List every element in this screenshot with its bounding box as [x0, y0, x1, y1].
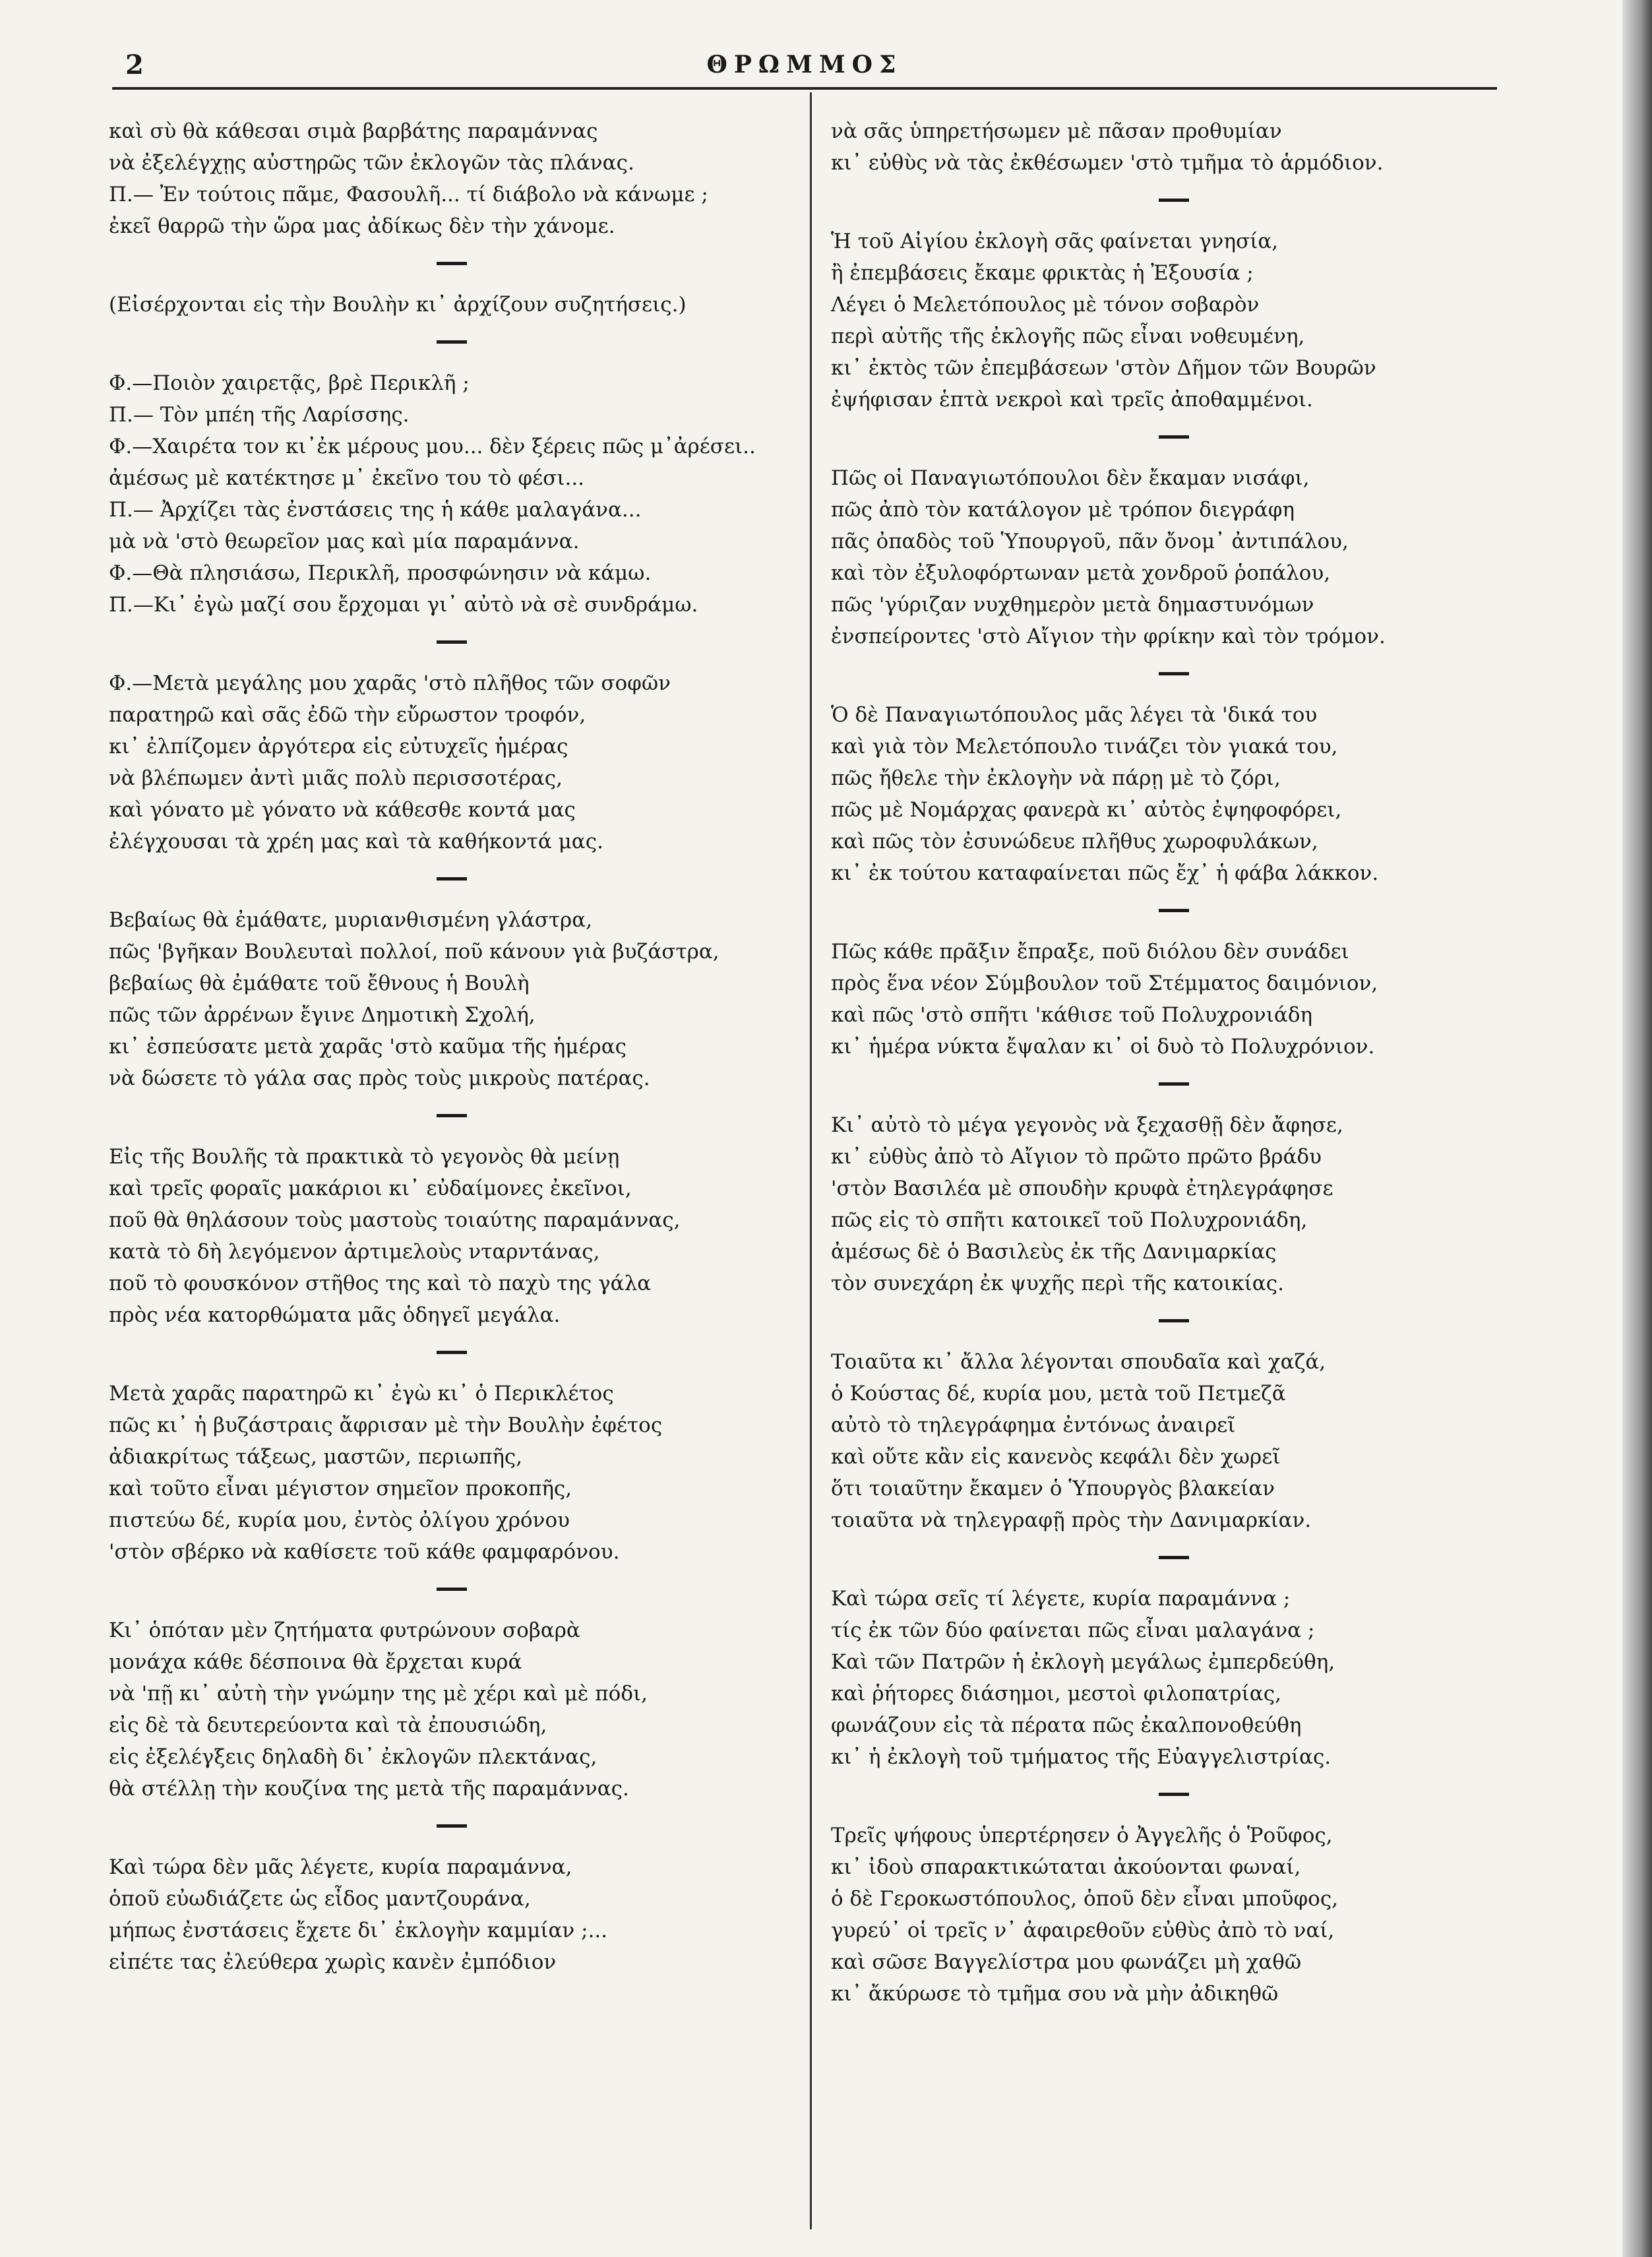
- verse-line: πῶς εἰς τὸ σπῆτι κατοικεῖ τοῦ Πολυχρονιάδη,: [831, 1208, 1308, 1232]
- stanza: [109, 667, 795, 857]
- verse-line: ποῦ θὰ θηλάσουν τοὺς μαστοὺς τοιαύτης παραμάννας,: [109, 1208, 681, 1232]
- verse-line: γυρεύ᾽ οἱ τρεῖς ν᾽ ἀφαιρεθοῦν εὐθὺς ἀπὸ τὸ ναί,: [831, 1919, 1335, 1942]
- verse-line: πῶς ἀπὸ τὸν κατάλογον μὲ τρόπον διεγράφη: [831, 498, 1295, 522]
- verse-line: καὶ ῥήτορες διάσημοι, μεστοὶ φιλοπατρίας,: [831, 1682, 1281, 1706]
- verse-line: κατὰ τὸ δὴ λεγόμενον ἀρτιμελοὺς νταρντάνας,: [109, 1240, 600, 1264]
- verse-line: πῶς μὲ Νομάρχας φανερὰ κι᾽ αὐτὸς ἐψηφοφόρει,: [831, 798, 1342, 822]
- verse-line: ἐνσπείροντες 'στὸ Αἴγιον τὴν φρίκην καὶ τὸν τρόμον.: [831, 625, 1386, 648]
- right-column: [831, 115, 1517, 2010]
- verse-line: ἀδιακρίτως τάξεως, μαστῶν, περιωπῆς,: [109, 1445, 523, 1469]
- stanza: [831, 936, 1517, 1063]
- stanza-separator: [437, 877, 467, 881]
- column-divider: [810, 92, 812, 2229]
- verse-line: Πῶς κάθε πρᾶξιν ἔπραξε, ποῦ διόλου δὲν συνάδει: [831, 940, 1349, 964]
- stanza: [831, 1820, 1517, 2010]
- stanza-separator: [437, 340, 467, 344]
- stanza: [109, 367, 795, 621]
- stanza: [109, 904, 795, 1094]
- verse-line: νὰ βλέπωμεν ἀντὶ μιᾶς πολὺ περισσοτέρας,: [109, 766, 563, 790]
- verse-line: κι᾽ ἐλπίζομεν ἀργότερα εἰς εὐτυχεῖς ἡμέρας: [109, 735, 568, 758]
- stanza-separator: [437, 1588, 467, 1591]
- verse-line: Ἡ τοῦ Αἰγίου ἐκλογὴ σᾶς φαίνεται γνησία,: [831, 230, 1279, 253]
- verse-line: (Εἰσέρχονται εἰς τὴν Βουλὴν κι᾽ ἀρχίζουν συζητήσεις.): [109, 293, 687, 317]
- verse-line: καὶ τὸν ἐξυλοφόρτωναν μετὰ χονδροῦ ῥοπάλου,: [831, 561, 1331, 585]
- stanza: [831, 115, 1517, 179]
- header-rule: [112, 87, 1497, 90]
- page-number: 2: [125, 49, 144, 80]
- verse-line: ἢ ἐπεμβάσεις ἔκαμε φρικτὰς ἡ Ἐξουσία ;: [831, 261, 1254, 285]
- verse-line: κι᾽ ἐκ τούτου καταφαίνεται πῶς ἔχ᾽ ἡ φάβα λάκκον.: [831, 861, 1379, 885]
- stanza-separator: [1159, 1082, 1189, 1086]
- verse-line: πῶς 'γύριζαν νυχθημερὸν μετὰ δημαστυνόμων: [831, 593, 1314, 617]
- verse-line: κι᾽ ἄκύρωσε τὸ τμῆμα σου νὰ μὴν ἀδικηθῶ: [831, 1982, 1279, 2006]
- stanza-separator: [1159, 435, 1189, 439]
- verse-line: καὶ πῶς τὸν ἐσυνώδευε πλῆθυς χωροφυλάκων,: [831, 830, 1318, 853]
- verse-line: Τοιαῦτα κι᾽ ἄλλα λέγονται σπουδαῖα καὶ χαζά,: [831, 1350, 1326, 1374]
- verse-line: κι᾽ ἡμέρα νύκτα ἔψαλαν κι᾽ οἱ δυὸ τὸ Πολυχρόνιον.: [831, 1035, 1375, 1059]
- verse-line: κι᾽ εὐθὺς ἀπὸ τὸ Αἴγιον τὸ πρῶτο πρῶτο βράδυ: [831, 1145, 1322, 1169]
- verse-line: αὐτὸ τὸ τηλεγράφημα ἐντόνως ἀναιρεῖ: [831, 1413, 1236, 1437]
- verse-line: τοιαῦτα νὰ τηλεγραφῇ πρὸς τὴν Δανιμαρκίαν.: [831, 1508, 1312, 1532]
- verse-line: παρατηρῶ καὶ σᾶς ἐδῶ τὴν εὔρωστον τροφόν,: [109, 703, 586, 727]
- verse-line: καὶ τοῦτο εἶναι μέγιστον σημεῖον προκοπῆς,: [109, 1477, 572, 1500]
- verse-line: κι᾽ εὐθὺς νὰ τὰς ἐκθέσωμεν 'στὸ τμῆμα τὸ ἁρμόδιον.: [831, 151, 1384, 175]
- verse-line: ὅτι τοιαῦτην ἔκαμεν ὁ Ὑπουργὸς βλακείαν: [831, 1477, 1275, 1500]
- verse-line: Κι᾽ αὐτὸ τὸ μέγα γεγονὸς νὰ ξεχασθῇ δὲν ἄφησε,: [831, 1113, 1343, 1137]
- stanza: [109, 115, 795, 242]
- stanza-separator: [1159, 1556, 1189, 1559]
- verse-line: βεβαίως θὰ ἐμάθατε τοῦ ἔθνους ἡ Βουλὴ: [109, 972, 530, 995]
- binding-edge: [1622, 0, 1652, 2257]
- verse-line: Καὶ τῶν Πατρῶν ἡ ἐκλογὴ μεγάλως ἐμπερδεύθη,: [831, 1650, 1335, 1674]
- verse-line: μονάχα κάθε δέσποινα θὰ ἔρχεται κυρά: [109, 1650, 522, 1674]
- stanza-separator: [437, 1351, 467, 1354]
- verse-line: ἀμέσως δὲ ὁ Βασιλεὺς ἐκ τῆς Δανιμαρκίας: [831, 1240, 1277, 1264]
- stanza-separator: [437, 262, 467, 265]
- verse-line: Βεβαίως θὰ ἐμάθατε, μυριανθισμένη γλάστρα,: [109, 908, 593, 932]
- verse-line: εἰπέτε τας ἐλεύθερα χωρὶς κανὲν ἐμπόδιον: [109, 1950, 557, 1974]
- verse-line: κι᾽ ἰδοὺ σπαρακτικώταται ἀκούονται φωναί,: [831, 1855, 1301, 1879]
- verse-line: Εἰς τῆς Βουλῆς τὰ πρακτικὰ τὸ γεγονὸς θὰ μείνῃ: [109, 1145, 620, 1169]
- stanza: [831, 1109, 1517, 1299]
- verse-line: ἐκεῖ θαρρῶ τὴν ὥρα μας ἀδίκως δὲν τὴν χάνομε.: [109, 214, 615, 238]
- stanza: [109, 1851, 795, 1978]
- verse-line: καὶ πῶς 'στὸ σπῆτι 'κάθισε τοῦ Πολυχρονιάδη: [831, 1003, 1313, 1027]
- stanza: [109, 289, 795, 321]
- verse-line: 'στὸν σβέρκο νὰ καθίσετε τοῦ κάθε φαμφαρόνου.: [109, 1540, 620, 1564]
- verse-line: πρὸς ἕνα νέον Σύμβουλον τοῦ Στέμματος δαιμόνιον,: [831, 972, 1378, 995]
- verse-line: Πῶς οἱ Παναγιωτόπουλοι δὲν ἔκαμαν νισάφι,: [831, 466, 1310, 490]
- verse-line: Π.—Κι᾽ ἐγὼ μαζί σου ἔρχομαι γι᾽ αὐτὸ νὰ σὲ συνδράμω.: [109, 593, 698, 617]
- verse-line: καὶ γιὰ τὸν Μελετόπουλο τινάζει τὸν γιακά του,: [831, 735, 1338, 758]
- verse-line: ποῦ τὸ φουσκόνον στῆθος της καὶ τὸ παχὺ της γάλα: [109, 1272, 652, 1295]
- verse-line: μὰ νὰ 'στὸ θεωρεῖον μας καὶ μία παραμάννα.: [109, 530, 580, 553]
- stanza-separator: [437, 1824, 467, 1828]
- verse-line: πρὸς νέα κατορθώματα μᾶς ὁδηγεῖ μεγάλα.: [109, 1303, 561, 1327]
- verse-line: καὶ σὺ θὰ κάθεσαι σιμὰ βαρβάτης παραμάννας: [109, 119, 598, 143]
- verse-line: φωνάζουν εἰς τὰ πέρατα πῶς ἐκαλπονοθεύθη: [831, 1714, 1302, 1737]
- stanza: [109, 1615, 795, 1805]
- stanza-separator: [1159, 199, 1189, 202]
- stanza-separator: [1159, 1793, 1189, 1796]
- verse-line: Π.— Ἐν τούτοις πᾶμε, Φασουλῆ... τί διάβολο νὰ κάνωμε ;: [109, 183, 708, 206]
- verse-line: Λέγει ὁ Μελετόπουλος μὲ τόνον σοβαρὸν: [831, 293, 1260, 317]
- verse-line: νὰ 'πῇ κι᾽ αὐτὴ τὴν γνώμην της μὲ χέρι καὶ μὲ πόδι,: [109, 1682, 648, 1706]
- verse-line: τίς ἐκ τῶν δύο φαίνεται πῶς εἶναι μαλαγάνα ;: [831, 1619, 1315, 1642]
- verse-line: Φ.—Θὰ πλησιάσω, Περικλῆ, προσφώνησιν νὰ κάμω.: [109, 561, 652, 585]
- stanza: [831, 1583, 1517, 1773]
- verse-line: πιστεύω δέ, κυρία μου, ἐντὸς ὀλίγου χρόνου: [109, 1508, 570, 1532]
- stanza-separator: [1159, 909, 1189, 912]
- verse-line: ἐψήφισαν ἑπτὰ νεκροὶ καὶ τρεῖς ἀποθαμμένοι.: [831, 388, 1313, 412]
- verse-line: πῶς ἤθελε τὴν ἐκλογὴν νὰ πάρῃ μὲ τὸ ζόρι,: [831, 766, 1281, 790]
- verse-line: Καὶ τώρα σεῖς τί λέγετε, κυρία παραμάννα ;: [831, 1587, 1291, 1611]
- verse-line: πῶς τῶν ἀρρένων ἔγινε Δημοτικὴ Σχολή,: [109, 1003, 535, 1027]
- verse-line: πᾶς ὀπαδὸς τοῦ Ὑπουργοῦ, πᾶν ὄνομ᾽ ἀντιπάλου,: [831, 530, 1349, 553]
- verse-line: περὶ αὐτῆς τῆς ἐκλογῆς πῶς εἶναι νοθευμένη,: [831, 325, 1305, 348]
- verse-line: Ὁ δὲ Παναγιωτόπουλος μᾶς λέγει τὰ 'δικά του: [831, 703, 1318, 727]
- verse-line: ἀμέσως μὲ κατέκτησε μ᾽ ἐκεῖνο του τὸ φέσι...: [109, 466, 585, 490]
- verse-line: καὶ σῶσε Βαγγελίστρα μου φωνάζει μὴ χαθῶ: [831, 1950, 1302, 1974]
- verse-line: ὁ Κούστας δέ, κυρία μου, μετὰ τοῦ Πετμεζᾶ: [831, 1382, 1286, 1406]
- stanza: [831, 1346, 1517, 1536]
- stanza: [109, 1378, 795, 1568]
- verse-line: Κι᾽ ὁπόταν μὲν ζητήματα φυτρώνουν σοβαρὰ: [109, 1619, 580, 1642]
- masthead-title: ΘΡΩΜΜΟΣ: [706, 51, 903, 78]
- verse-line: νὰ δώσετε τὸ γάλα σας πρὸς τοὺς μικροὺς πατέρας.: [109, 1067, 650, 1090]
- stanza: [109, 1141, 795, 1331]
- verse-line: Μετὰ χαρᾶς παρατηρῶ κι᾽ ἐγὼ κι᾽ ὁ Περικλέτος: [109, 1382, 614, 1406]
- verse-line: εἰς δὲ τὰ δευτερεύοντα καὶ τὰ ἐπουσιώδη,: [109, 1714, 547, 1737]
- stanza: [831, 226, 1517, 416]
- verse-line: πῶς 'βγῆκαν Βουλευταὶ πολλοί, ποῦ κάνουν γιὰ βυζάστρα,: [109, 940, 719, 964]
- verse-line: καὶ γόνατο μὲ γόνατο νὰ κάθεσθε κοντά μας: [109, 798, 576, 822]
- verse-line: ὁποῦ εὐωδιάζετε ὡς εἶδος μαντζουράνα,: [109, 1887, 531, 1911]
- stanza: [831, 462, 1517, 652]
- verse-line: ἐλέγχουσαι τὰ χρέη μας καὶ τὰ καθήκοντά μας.: [109, 830, 603, 853]
- verse-line: ὁ δὲ Γεροκωστόπουλος, ὁποῦ δὲν εἶναι μποῦφος,: [831, 1887, 1339, 1911]
- stanza-separator: [1159, 672, 1189, 675]
- verse-line: κι᾽ ἐκτὸς τῶν ἐπεμβάσεων 'στὸν Δῆμον τῶν Βουρῶν: [831, 356, 1376, 380]
- verse-line: κι᾽ ἡ ἐκλογὴ τοῦ τμήματος τῆς Εὐαγγελιστρίας.: [831, 1745, 1331, 1769]
- verse-line: θὰ στέλλῃ τὴν κουζίνα της μετὰ τῆς παραμάννας.: [109, 1777, 629, 1801]
- verse-line: Π.— Ἀρχίζει τὰς ἐνστάσεις της ἡ κάθε μαλαγάνα...: [109, 498, 642, 522]
- verse-line: Τρεῖς ψήφους ὑπερτέρησεν ὁ Ἀγγελῆς ὁ Ῥοῦφος,: [831, 1824, 1333, 1847]
- verse-line: Φ.—Ποιὸν χαιρετᾷς, βρὲ Περικλῆ ;: [109, 371, 470, 395]
- verse-line: νὰ σᾶς ὑπηρετήσωμεν μὲ πᾶσαν προθυμίαν: [831, 119, 1282, 143]
- verse-line: καὶ τρεῖς φοραῖς μακάριοι κι᾽ εὐδαίμονες ἐκεῖνοι,: [109, 1177, 632, 1200]
- verse-line: κι᾽ ἐσπεύσατε μετὰ χαρᾶς 'στὸ καῦμα τῆς ἡμέρας: [109, 1035, 627, 1059]
- stanza-separator: [437, 640, 467, 644]
- stanza-separator: [437, 1114, 467, 1117]
- stanza-separator: [1159, 1319, 1189, 1322]
- verse-line: εἰς ἐξελέγξεις δηλαδὴ δι᾽ ἐκλογῶν πλεκτάνας,: [109, 1745, 597, 1769]
- verse-line: νὰ ἐξελέγχῃς αὐστηρῶς τῶν ἐκλογῶν τὰς πλάνας.: [109, 151, 634, 175]
- verse-line: 'στὸν Βασιλέα μὲ σπουδὴν κρυφὰ ἐτηλεγράφησε: [831, 1177, 1333, 1200]
- verse-line: καὶ οὔτε κἂν εἰς κανενὸς κεφάλι δὲν χωρεῖ: [831, 1445, 1281, 1469]
- verse-line: Φ.—Μετὰ μεγάλης μου χαρᾶς 'στὸ πλῆθος τῶν σοφῶν: [109, 671, 671, 695]
- verse-line: μήπως ἐνστάσεις ἔχετε δι᾽ ἐκλογὴν καμμίαν ;...: [109, 1919, 608, 1942]
- verse-line: Φ.—Χαιρέτα τον κι᾽ἐκ μέρους μου... δὲν ξέρεις πῶς μ᾽ἀρέσει..: [109, 435, 756, 458]
- verse-line: τὸν συνεχάρη ἐκ ψυχῆς περὶ τῆς κατοικίας.: [831, 1272, 1284, 1295]
- left-column: [109, 115, 795, 1978]
- stanza: [831, 699, 1517, 889]
- verse-line: πῶς κι᾽ ἡ βυζάστραις ἄφρισαν μὲ τὴν Βουλὴν ἐφέτος: [109, 1413, 663, 1437]
- verse-line: Καὶ τώρα δὲν μᾶς λέγετε, κυρία παραμάννα,: [109, 1855, 572, 1879]
- verse-line: Π.— Τὸν μπέη τῆς Λαρίσσης.: [109, 403, 410, 427]
